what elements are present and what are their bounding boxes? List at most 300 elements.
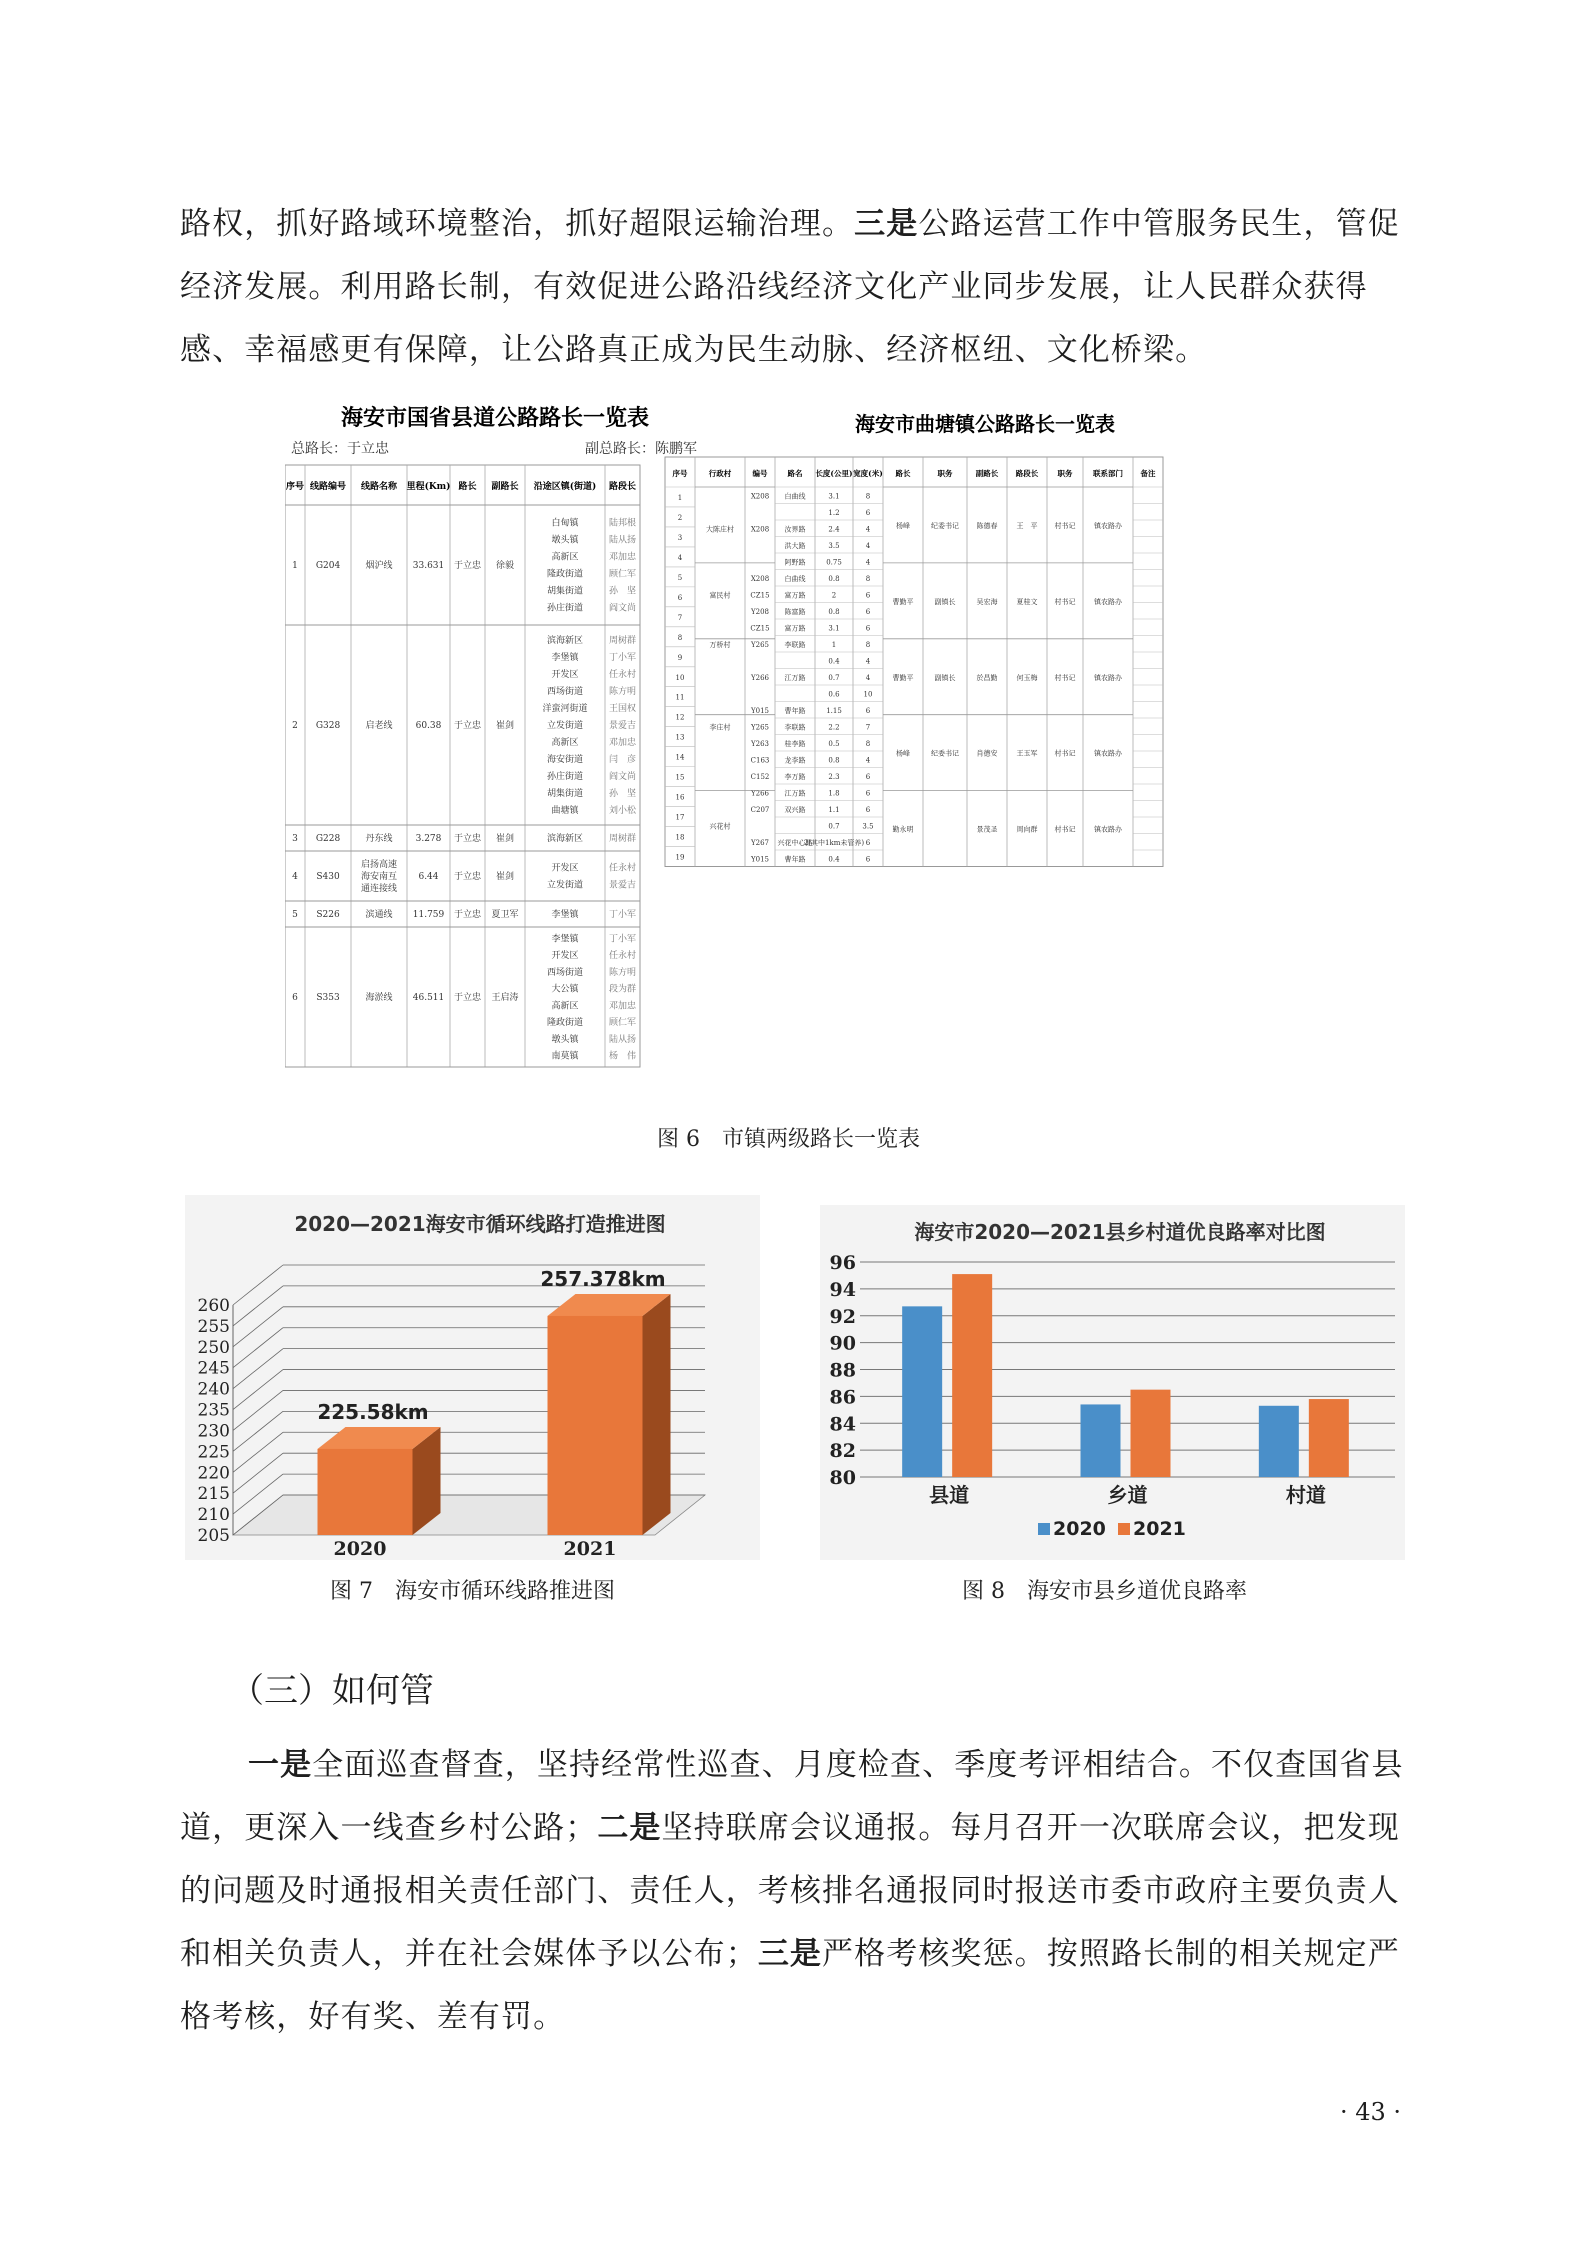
table-right-length: 0.4 — [828, 657, 840, 666]
table-left-cell: 3 — [292, 834, 298, 844]
table-left-area: 海安街道 — [546, 755, 584, 765]
table-left-cell: 2 — [292, 721, 298, 731]
table-right-row-number: 10 — [675, 673, 685, 682]
table-right-length: 2.2 — [828, 723, 840, 732]
table-left-cell: 11.759 — [412, 910, 445, 920]
chart8-legend-label: 2020 — [1053, 1518, 1106, 1540]
table-right-person: 王玉军 — [1016, 749, 1038, 758]
table-left-area: 大公镇 — [551, 984, 579, 995]
table-right-code: Y015 — [751, 706, 769, 715]
table-left-cell: G204 — [315, 561, 341, 571]
table-left-cell: 3.278 — [415, 834, 442, 844]
table-left-area: 滨海新区 — [546, 636, 584, 646]
table-left-area: 墩头镇 — [551, 1034, 579, 1045]
table-right-person: 杨峰 — [896, 749, 910, 758]
chart8-xtick: 村道 — [1285, 1483, 1326, 1507]
chart7-title: 2020—2021海安市循环线路打造推进图 — [294, 1212, 666, 1236]
paragraph-2-bold-ershi: 二是 — [597, 1810, 662, 1846]
paragraph-2-text-b: 坚持联席会议通报。每月召开一次联席会议，把发现的问题及时通报相关责任部门、责任人，考核排名通报同时报送市委市政府主要负责人和相关负责人，并在社会媒体予以公布； — [180, 1810, 1400, 1972]
table-left-header: 副路长 — [491, 482, 519, 492]
table-left-leader: 任永村 — [608, 951, 637, 962]
table-right-length: 0.7 — [828, 822, 840, 831]
chart8-bar — [1131, 1390, 1171, 1477]
table-right-width: 8 — [865, 492, 871, 501]
table-right-person: 村书记 — [1054, 749, 1076, 758]
table-right-person: 村书记 — [1054, 521, 1076, 530]
table-left-leader: 陈方明 — [608, 687, 637, 697]
table-right-road: 富万路 — [784, 624, 806, 633]
table-left-leader: 景爱吉 — [608, 721, 637, 731]
table-left-leader: 丁小军 — [608, 934, 637, 945]
table-right-code: Y265 — [751, 723, 769, 732]
table-left-area: 立发街道 — [546, 721, 584, 731]
table-right-length: 1.8 — [828, 789, 840, 798]
table-right-length: 0.75 — [826, 558, 842, 567]
chart7-bar — [318, 1449, 413, 1535]
table-right-code: Y208 — [751, 607, 769, 616]
table-left-cell: 启扬高速 — [360, 860, 398, 870]
table-right-width: 6 — [865, 789, 871, 798]
table-right-width: 6 — [865, 706, 871, 715]
chart7-data-label: 225.58km — [317, 1399, 429, 1424]
paragraph-1-bold-sanshi: 三是 — [854, 206, 919, 242]
figure-7-chart — [185, 1195, 760, 1560]
table-right-road: 江万路 — [784, 789, 806, 798]
table-right-width: 4 — [865, 756, 871, 765]
table-right-row-number: 5 — [677, 573, 683, 582]
table-left-cell: 徐毅 — [495, 561, 515, 571]
chart8-ytick: 82 — [829, 1440, 856, 1463]
table-left-area: 隆政街道 — [546, 569, 584, 580]
figure-7-caption: 图 7 海安市循环线路推进图 — [330, 1579, 615, 1604]
table-left-cell: 于立忠 — [453, 910, 482, 920]
table-right-person: 纪委书记 — [931, 749, 959, 758]
table-right-width: 4 — [865, 673, 871, 682]
paragraph-2-bold-sanshi: 三是 — [757, 1936, 823, 1972]
table-right-person: 勤永明 — [892, 825, 914, 834]
table-left-cell: 46.511 — [412, 993, 445, 1003]
table-left-cell: 1 — [292, 561, 298, 571]
table-left-leader: 邓加忠 — [608, 738, 637, 748]
table-right-person: 何玉梅 — [1016, 673, 1038, 682]
table-right-village: 富民村 — [709, 591, 731, 600]
table-left-cell: G328 — [315, 721, 341, 731]
table-right-code: C207 — [750, 805, 770, 814]
page-number: · 43 · — [1340, 2098, 1402, 2126]
table-right-row-number: 7 — [677, 613, 683, 622]
table-left-leader: 段为群 — [608, 984, 637, 995]
table-left-header: 路长 — [458, 482, 477, 492]
table-left-cell: 启老线 — [365, 721, 393, 731]
table-right-header: 行政村 — [708, 469, 732, 478]
table-right-row-number: 13 — [675, 733, 685, 742]
table-right-person: 周向群 — [1016, 825, 1038, 834]
table-right-code: X208 — [750, 525, 770, 534]
table-right-width: 6 — [865, 805, 871, 814]
table-left-cell: 5 — [292, 910, 298, 920]
table-right-row-number: 11 — [675, 693, 685, 702]
table-left-area: 高新区 — [551, 1001, 579, 1012]
table-left-area: 高新区 — [551, 738, 579, 748]
chart7-xtick: 2021 — [563, 1538, 617, 1560]
paragraph-1-text-a: 路权，抓好路域环境整治，抓好超限运输治理。 — [180, 206, 855, 242]
table-right-person: 镇农路办 — [1094, 749, 1122, 758]
chart7-ytick: 250 — [197, 1337, 230, 1358]
chart8-bar — [1309, 1399, 1349, 1477]
table-left-chief: 总路长：于立忠 — [291, 441, 389, 457]
chart7-ytick: 255 — [197, 1316, 230, 1337]
table-right-length: 0.5 — [828, 739, 840, 748]
table-right-road: 曹年路 — [784, 706, 806, 715]
table-right-person: 於昌勤 — [976, 673, 998, 682]
table-left-area: 胡集街道 — [546, 789, 584, 799]
table-right-width: 6 — [865, 591, 871, 600]
table-right-person: 王 平 — [1016, 521, 1038, 530]
paragraph-1-text-b: 公路运营工作中管服务民生，管促经济发展。利用路长制，有效促进公路沿线经济文化产业同步发展，让人民群众获得感、幸福感更有保障，让公路真正成为民生动脉、经济枢纽、文化桥梁。 — [180, 206, 1400, 368]
table-right-length: 1.15 — [826, 706, 842, 715]
chart8-bar — [902, 1306, 942, 1477]
table-left-area: 李堡镇 — [551, 910, 579, 920]
table-left-cell: 海淤线 — [365, 993, 393, 1003]
table-right-code: Y266 — [751, 673, 769, 682]
table-left-leader: 陈方明 — [608, 967, 637, 978]
table-right-width: 6 — [865, 624, 871, 633]
table-right-code: Y263 — [751, 739, 769, 748]
table-left-area: 开发区 — [551, 863, 579, 874]
table-left-leader: 邓加忠 — [608, 552, 637, 563]
table-left-header: 线路名称 — [360, 482, 398, 492]
table-right-row-number: 17 — [675, 813, 685, 822]
table-right-length: 0.7 — [828, 673, 840, 682]
chart7-xtick: 2020 — [333, 1538, 387, 1560]
table-right-code: Y267 — [751, 838, 769, 847]
table-right-width: 4 — [865, 525, 871, 534]
table-right-row-number: 1 — [677, 493, 683, 502]
table-right-person: 陈德春 — [976, 521, 998, 530]
table-right-header: 职务 — [1057, 469, 1073, 478]
chart8-legend-swatch — [1118, 1523, 1130, 1535]
chart8-ytick: 86 — [829, 1386, 856, 1409]
table-right-header: 编号 — [752, 469, 768, 478]
table-left-leader: 刘小松 — [608, 806, 637, 816]
table-right-length: 1 — [831, 640, 837, 649]
table-left-leader: 陆邦根 — [608, 518, 637, 529]
chart8-bar — [952, 1274, 992, 1477]
table-left-leader: 孙 坚 — [608, 789, 637, 799]
table-right-road: 李联路 — [784, 723, 806, 732]
table-right-road: 白曲线 — [784, 492, 806, 501]
table-right-width: 4 — [865, 541, 871, 550]
table-right-length: 0.4 — [828, 855, 840, 864]
table-right-header: 长度(公里) — [815, 469, 853, 478]
table-left-leader: 陆从扬 — [608, 1034, 637, 1045]
table-right-person: 曹勤平 — [892, 673, 914, 682]
table-right-width: 10 — [863, 690, 873, 699]
figure-6-caption: 图 6 市镇两级路长一览表 — [657, 1127, 920, 1152]
table-right-village: 李庄村 — [709, 723, 731, 732]
table-right-length: 0.6 — [828, 690, 840, 699]
table-left-area: 孙庄街道 — [546, 603, 584, 614]
table-left-header: 里程(Km) — [406, 482, 451, 492]
table-left-cell: 烟沪线 — [365, 561, 393, 571]
table-right-length: 3.5 — [828, 541, 840, 550]
table-left-leader: 任永村 — [608, 670, 637, 680]
table-left-area: 李堡镇 — [551, 653, 579, 663]
table-right-person: 曹勤平 — [892, 597, 914, 606]
table-left-leader: 任永村 — [608, 863, 637, 874]
table-left-header: 线路编号 — [309, 482, 347, 492]
paragraph-2 — [180, 1734, 1415, 2049]
table-right-row-number: 12 — [675, 713, 685, 722]
table-right-length: 1.1 — [828, 805, 840, 814]
table-right-code: X208 — [750, 492, 770, 501]
table-right-person: 村书记 — [1054, 597, 1076, 606]
table-right-person: 副镇长 — [934, 673, 956, 682]
table-right-length: 0.8 — [828, 607, 840, 616]
table-left-area: 高新区 — [551, 552, 579, 563]
table-left-leader: 丁小军 — [608, 910, 637, 920]
table-left-area: 墩头镇 — [551, 535, 579, 546]
figure-8-caption: 图 8 海安市县乡道优良路率 — [962, 1579, 1247, 1604]
paragraph-2-text-a: 全面巡查督查，坚持经常性巡查、月度检查、季度考评相结合。不仅查国省县道，更深入一线查乡村公路； — [180, 1747, 1404, 1846]
table-right-width: 6 — [865, 772, 871, 781]
table-right-header: 路名 — [787, 469, 803, 478]
table-right-road: 富万路 — [784, 591, 806, 600]
table-left-cell: 王启涛 — [491, 993, 519, 1003]
table-right-row-number: 19 — [675, 853, 685, 862]
table-right-person: 副镇长 — [934, 597, 956, 606]
table-right-row-number: 18 — [675, 833, 685, 842]
table-left-area: 孙庄街道 — [546, 772, 584, 782]
table-left-area: 南莫镇 — [551, 1051, 579, 1062]
table-left-area: 白甸镇 — [551, 518, 579, 529]
table-right-header: 路段长 — [1015, 469, 1039, 478]
chart8-ytick: 96 — [829, 1252, 856, 1274]
chart8-legend-label: 2021 — [1133, 1518, 1186, 1540]
table-left-leader: 景爱吉 — [608, 880, 637, 891]
table-right-person: 镇农路办 — [1094, 521, 1122, 530]
chart8-ytick: 84 — [829, 1413, 856, 1436]
table-right-road: 阿野路 — [784, 558, 806, 567]
chart8-legend-swatch — [1038, 1523, 1050, 1535]
table-right-length: 3.1 — [828, 492, 840, 501]
table-left-cell: 崔剑 — [495, 872, 515, 882]
table-left-leader: 杨 伟 — [608, 1051, 637, 1062]
chart7-bar-side — [643, 1294, 671, 1535]
table-left-cell: 于立忠 — [453, 834, 482, 844]
chart8-xtick: 县道 — [929, 1483, 970, 1507]
table-left-area: 西场街道 — [546, 967, 584, 978]
table-right-road: 兴花中心路 — [777, 838, 813, 847]
table-right-village: 大陈庄村 — [706, 525, 734, 534]
table-right-person: 杨峰 — [896, 521, 910, 530]
table-right-length: 0.8 — [828, 756, 840, 765]
table-right-row-number: 15 — [675, 773, 685, 782]
table-left-leader: 闫 彦 — [608, 755, 637, 765]
table-left-leader: 丁小军 — [608, 653, 637, 663]
chart7-ytick: 205 — [197, 1526, 230, 1546]
table-right-width: 8 — [865, 574, 871, 583]
table-left-cell: 6.44 — [418, 872, 439, 882]
table-right-person: 景茂圣 — [976, 825, 998, 834]
chart8-bar — [1259, 1406, 1299, 1477]
table-right-row-number: 4 — [677, 553, 683, 562]
table-left-leader: 王国权 — [608, 704, 637, 714]
table-left-leader: 周树群 — [608, 636, 637, 646]
table-left-title: 海安市国省县道公路路长一览表 — [340, 405, 650, 431]
table-left-cell: 于立忠 — [453, 872, 482, 882]
table-left-area: 洋蛮河街道 — [542, 704, 588, 714]
table-left-area: 李堡镇 — [551, 934, 579, 945]
table-right-width: 6 — [865, 508, 871, 517]
table-left-header: 序号 — [285, 482, 305, 492]
table-right-header: 备注 — [1140, 469, 1156, 478]
table-right-code: Y266 — [751, 789, 769, 798]
table-right-code: CZ15 — [750, 624, 770, 633]
chart7-ytick: 210 — [197, 1505, 230, 1526]
chart7-ytick: 240 — [197, 1379, 230, 1400]
table-left-cell: G228 — [315, 834, 341, 844]
table-right-width: 6 — [865, 607, 871, 616]
table-left-area: 西场街道 — [546, 687, 584, 697]
table-right-person: 纪委书记 — [931, 521, 959, 530]
table-left-area: 滨海新区 — [546, 834, 584, 844]
table-right-header: 联系部门 — [1093, 469, 1123, 478]
table-right-road: 江万路 — [784, 673, 806, 682]
table-right-row-number: 2 — [677, 513, 683, 522]
table-left-leader: 邓加忠 — [608, 1001, 637, 1012]
table-right-length: 1.2 — [828, 508, 840, 517]
table-right-length: 2(其中1km未管养) — [803, 838, 865, 847]
table-left-leader: 阎文尚 — [608, 772, 637, 782]
table-right-road: 李联路 — [784, 640, 806, 649]
table-right-width: 3.5 — [862, 822, 874, 831]
chart7-ytick: 220 — [197, 1463, 230, 1484]
table-right-village: 万桥村 — [709, 640, 731, 649]
chart8-ytick: 88 — [829, 1359, 856, 1382]
table-right-road: 白曲线 — [784, 574, 806, 583]
table-left-area: 隆政街道 — [546, 1018, 584, 1029]
table-right-person: 镇农路办 — [1094, 825, 1122, 834]
table-right-length: 3.1 — [828, 624, 840, 633]
table-left-leader: 阎文尚 — [608, 603, 637, 614]
chart8-bar — [1081, 1404, 1121, 1477]
table-left-cell: 60.38 — [415, 721, 442, 731]
chart7-bar — [548, 1316, 643, 1535]
chart8-ytick: 80 — [829, 1467, 856, 1489]
table-left-cell: 于立忠 — [453, 993, 482, 1003]
paragraph-2-text-c: 严格考核奖惩。按照路长制的相关规定严格考核，好有奖、差有罚。 — [180, 1936, 1400, 2035]
table-right-row-number: 8 — [677, 633, 683, 642]
table-left-area: 开发区 — [551, 670, 579, 680]
table-right-row-number: 6 — [677, 593, 683, 602]
paragraph-1 — [180, 193, 1415, 382]
table-left-deputy-chief: 副总路长：陈鹏军 — [585, 441, 697, 457]
table-left-cell: 丹东线 — [365, 834, 393, 844]
chart7-ytick: 230 — [197, 1421, 230, 1442]
chart7-data-label: 257.378km — [540, 1266, 666, 1291]
chart8-ytick: 94 — [829, 1278, 856, 1301]
table-left-leader: 陆从扬 — [608, 535, 637, 546]
table-left-area: 曲塘镇 — [551, 806, 579, 816]
table-left-cell: 4 — [292, 872, 298, 882]
chart7-ytick: 245 — [197, 1358, 230, 1379]
table-right-road: 双兴路 — [784, 805, 806, 814]
paragraph-2-bold-yishi: 一是 — [248, 1747, 313, 1783]
table-right-row-number: 3 — [677, 533, 683, 542]
table-left-area: 胡集街道 — [546, 586, 584, 597]
table-right-road: 曹年路 — [784, 855, 806, 864]
table-left-cell: 6 — [292, 993, 298, 1003]
chart7-ytick: 235 — [197, 1400, 230, 1421]
table-left-cell: 海安南互 — [360, 872, 398, 882]
chart7-ytick: 260 — [197, 1296, 230, 1316]
table-right-length: 2 — [831, 591, 837, 600]
table-right-person: 肖德安 — [976, 749, 998, 758]
table-right-header: 路长 — [895, 469, 911, 478]
section-heading: （三）如何管 — [230, 1671, 434, 1711]
table-right-code: C163 — [750, 756, 770, 765]
table-right-width: 6 — [865, 838, 871, 847]
chart8-ytick: 90 — [829, 1332, 856, 1355]
table-left-leader: 孙 坚 — [608, 586, 637, 597]
table-left-cell: 33.631 — [412, 561, 445, 571]
table-right-title: 海安市曲塘镇公路路长一览表 — [855, 412, 1115, 436]
chart7-ytick: 215 — [197, 1484, 230, 1505]
table-right-road: 桂李路 — [784, 739, 806, 748]
table-left-cell: S430 — [316, 872, 340, 882]
table-right-person: 村书记 — [1054, 825, 1076, 834]
table-right-header: 副路长 — [975, 469, 999, 478]
table-left-leader: 顾仁军 — [608, 1018, 637, 1029]
table-right-width: 8 — [865, 739, 871, 748]
table-right-row-number: 9 — [677, 653, 683, 662]
table-right-road: 李万路 — [784, 772, 806, 781]
table-left-cell: 崔剑 — [495, 834, 515, 844]
table-left-cell: S353 — [316, 993, 340, 1003]
table-right-person: 吴宏海 — [976, 597, 998, 606]
table-right-width: 7 — [865, 723, 871, 732]
table-left-cell: 通连接线 — [360, 884, 398, 894]
table-right-person: 镇农路办 — [1094, 597, 1122, 606]
table-left-cell: 滨通线 — [365, 910, 393, 920]
table-right-header: 宽度(米) — [853, 469, 883, 478]
table-right-village: 兴花村 — [709, 822, 731, 831]
table-left-header: 沿途区镇(街道) — [533, 482, 597, 492]
chart7-ytick: 225 — [197, 1442, 230, 1463]
table-right-person: 夏桂文 — [1016, 597, 1038, 606]
table-right-code: C152 — [750, 772, 770, 781]
table-right-width: 8 — [865, 640, 871, 649]
table-right-length: 0.8 — [828, 574, 840, 583]
table-right-header: 序号 — [672, 469, 688, 478]
table-right-code: X208 — [750, 574, 770, 583]
table-right-road: 龙李路 — [784, 756, 806, 765]
chart8-xtick: 乡道 — [1107, 1483, 1148, 1507]
table-right-road: 汝界路 — [784, 525, 806, 534]
table-right-width: 6 — [865, 855, 871, 864]
table-left-header: 路段长 — [608, 482, 637, 492]
table-right-length: 2.3 — [828, 772, 840, 781]
table-left-cell: 崔剑 — [495, 721, 515, 731]
table-left-cell: S226 — [316, 910, 340, 920]
table-right-code: Y015 — [751, 855, 769, 864]
table-left-cell: 于立忠 — [453, 561, 482, 571]
table-left-area: 开发区 — [551, 951, 579, 962]
table-right-person: 镇农路办 — [1094, 673, 1122, 682]
chart8-title: 海安市2020—2021县乡村道优良路率对比图 — [914, 1220, 1326, 1244]
table-right-width: 4 — [865, 657, 871, 666]
